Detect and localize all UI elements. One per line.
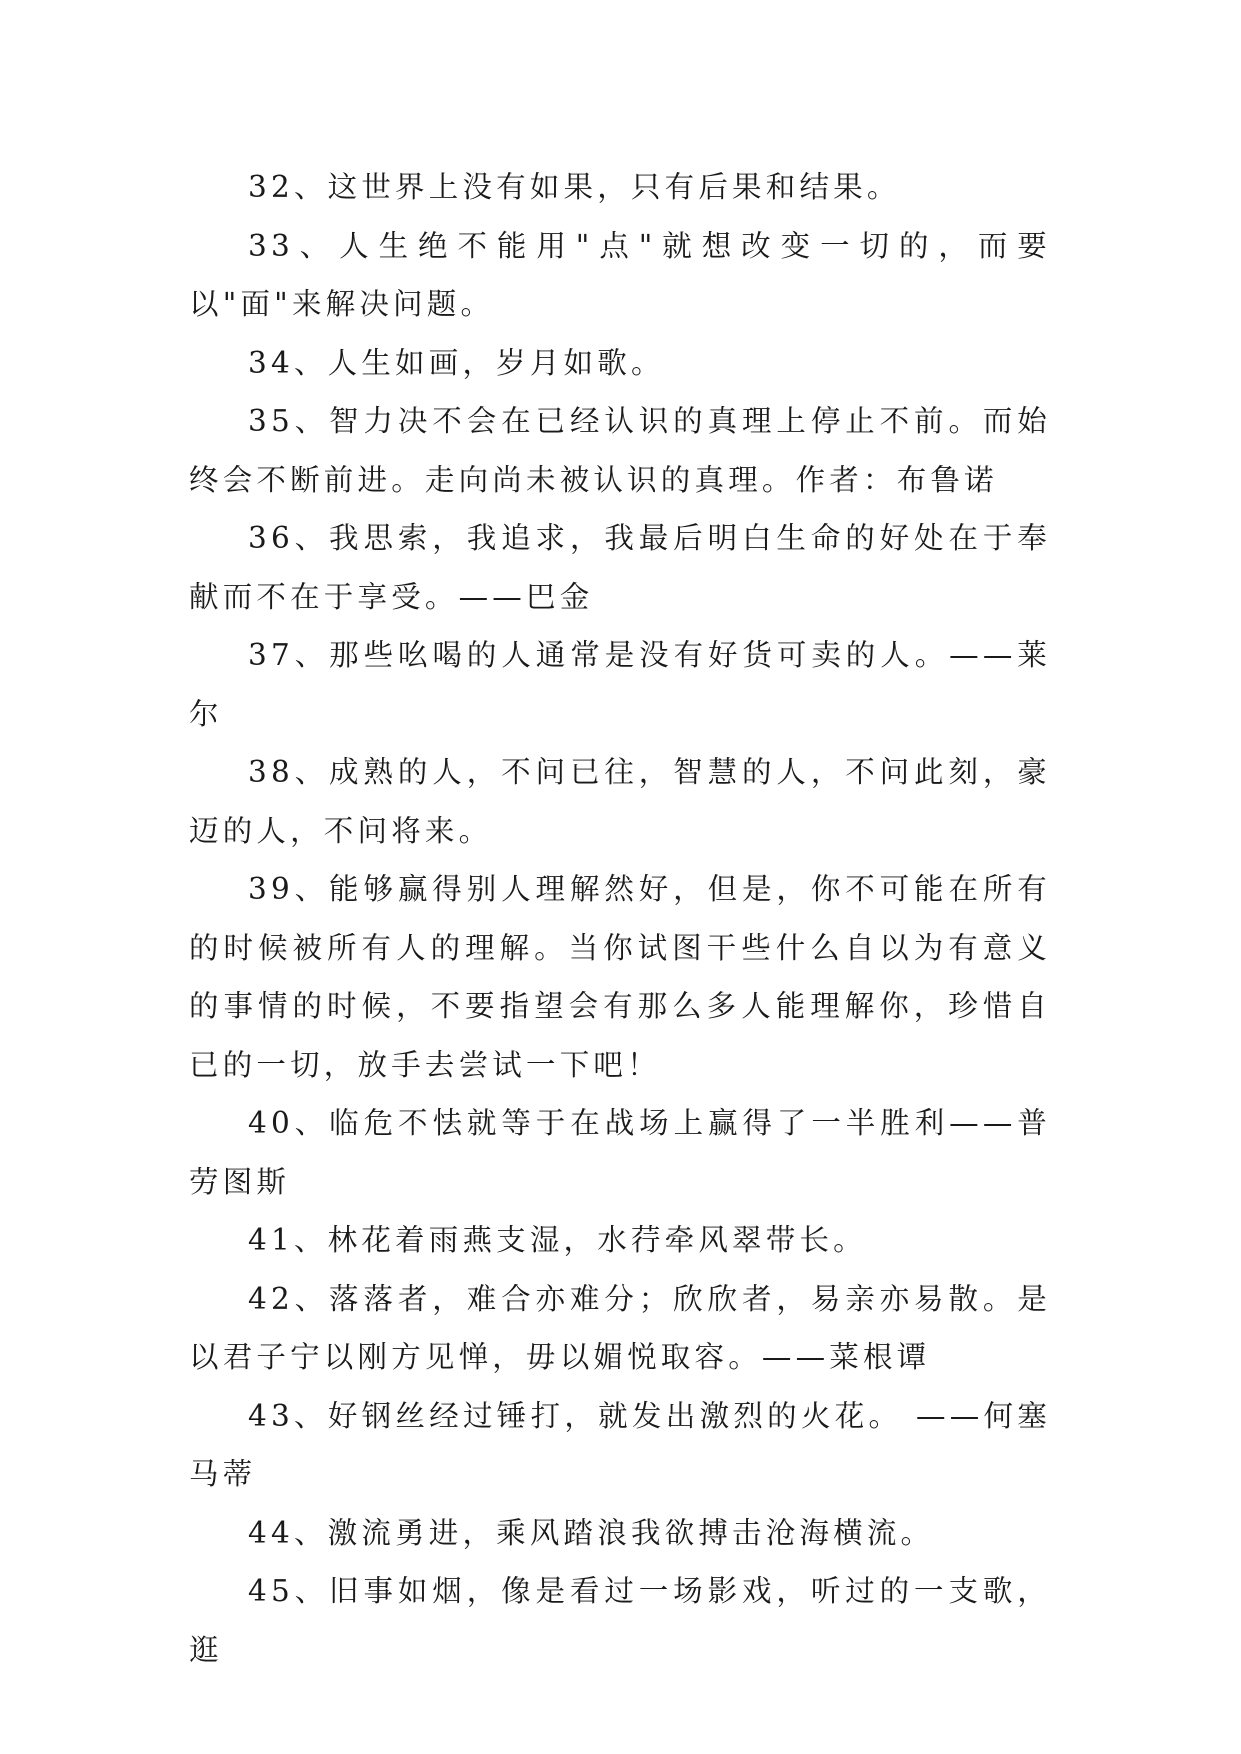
paragraph-33: 33、人生绝不能用"点"就想改变一切的，而要以"面"来解决问题。 xyxy=(189,228,1051,321)
paragraph-37: 37、那些吆喝的人通常是没有好货可卖的人。——莱尔 xyxy=(189,638,1051,731)
paragraph-41: 41、林花着雨燕支湿，水荇牵风翠带长。 xyxy=(248,1223,867,1257)
paragraph-36: 36、我思索，我追求，我最后明白生命的好处在于奉献而不在于享受。——巴金 xyxy=(189,521,1051,614)
paragraph-43: 43、好钢丝经过锤打，就发出激烈的火花。 ——何塞马蒂 xyxy=(189,1398,1051,1491)
document-body xyxy=(189,158,1051,1679)
paragraph-42: 42、落落者，难合亦难分；欣欣者，易亲亦易散。是以君子宁以刚方见惮，毋以媚悦取容。——菜根谭 xyxy=(189,1281,1051,1374)
paragraph-44: 44、激流勇进，乘风踏浪我欲搏击沧海横流。 xyxy=(248,1515,935,1550)
paragraph-39: 39、能够赢得别人理解然好，但是，你不可能在所有的时候被所有人的理解。当你试图干些什么自以为有意义的事情的时候，不要指望会有那么多人能理解你，珍惜自已的一切，放手去尝试一下吧！ xyxy=(189,872,1051,1082)
paragraph-45: 45、旧事如烟，像是看过一场影戏，听过的一支歌，逛 xyxy=(189,1574,1051,1667)
paragraph-35: 35、智力决不会在已经认识的真理上停止不前。而始终会不断前进。走向尚未被认识的真理。作者：布鲁诺 xyxy=(189,404,1051,497)
paragraph-34: 34、人生如画，岁月如歌。 xyxy=(248,345,665,380)
paragraph-38: 38、成熟的人，不问已往，智慧的人，不问此刻，豪迈的人，不问将来。 xyxy=(189,755,1051,848)
paragraph-40: 40、临危不怯就等于在战场上赢得了一半胜利——普劳图斯 xyxy=(189,1106,1051,1199)
paragraph-32: 32、这世界上没有如果，只有后果和结果。 xyxy=(248,170,901,204)
